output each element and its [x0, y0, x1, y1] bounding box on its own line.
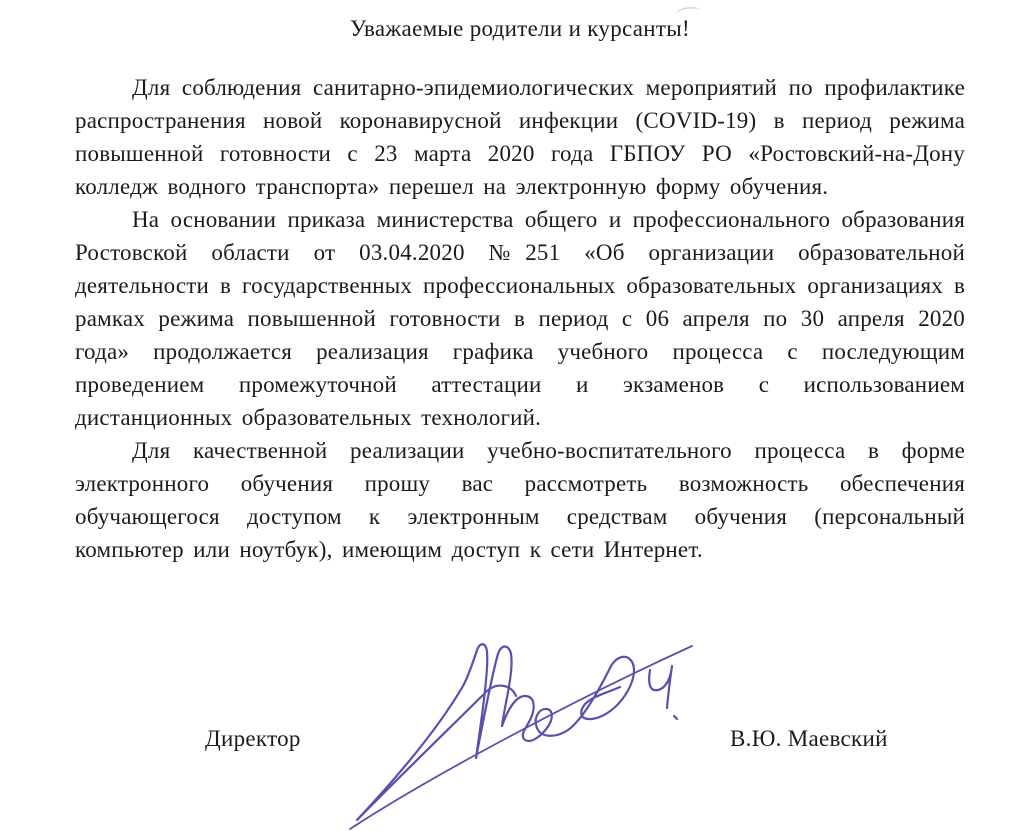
letter-title: Уважаемые родители и курсанты!: [350, 16, 690, 41]
signer-name: В.Ю. Маевский: [730, 726, 888, 751]
letter-paragraph-2: На основании приказа министерства общего и профессионального образования Ростовской области от 03.04.2020 №251 «Об организации образовательной деятельности в государственных профессиональных образовательных организациях в рамках режима повышенной готовности в период с 06 апреля по 30 апреля 2020 года» продолжается реализация графика учебного процесса с последующим проведением промежуточной аттестации и экзаменов с использованием дистанционных образовательных технологий.: [75, 207, 965, 430]
letter-paragraph-1: Для соблюдения санитарно-эпидемиологических мероприятий по профилактике распространения новой коронавирусной инфекции (COVID-19) в период режима повышенной готовности с 23 марта 2020 года ГБПОУ РО «Ростовский-на-Дону колледж водного транспорта» перешел на электронную форму обучения.: [75, 75, 965, 199]
director-role-label: Директор: [205, 726, 301, 751]
handwritten-signature-ink: [330, 612, 730, 831]
letter-paragraph-3: Для качественной реализации учебно-воспитательного процесса в форме электронного обучения прошу вас рассмотреть возможность обеспечения обучающегося доступом к электронным средствам обучения (персональный компьютер или ноутбук), имеющим доступ к сети Интернет.: [75, 438, 965, 562]
letter-body: [75, 12, 965, 566]
